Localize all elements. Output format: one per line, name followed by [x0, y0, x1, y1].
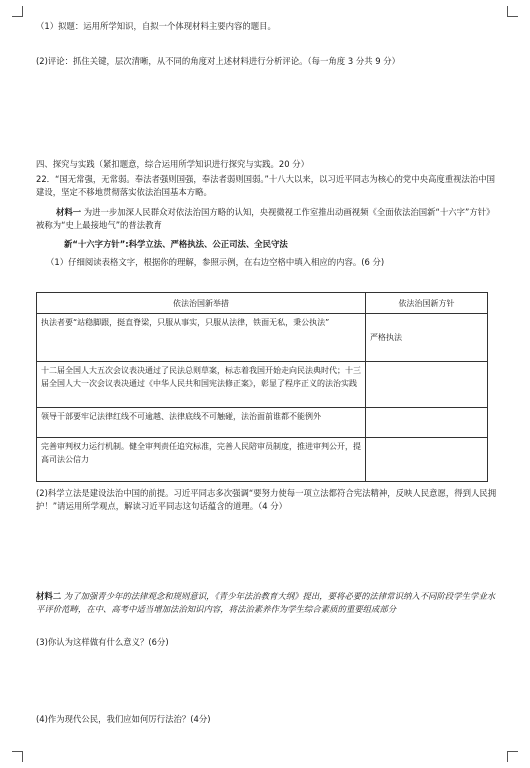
material-2-text: 为了加强青少年的法律观念和规则意识，《青少年法治教育大纲》提出，要将必要的法律常识纳入不同阶段学生学业水平评价范畴，在中、高考中适当增加法治知识内容，将法治素养作为学生综合素质的重要组成部分 — [36, 591, 496, 614]
table-row — [37, 408, 488, 438]
table-header-policy: 依法治国新方针 — [366, 293, 488, 314]
table-cell-measure: 领导干部要牢记法律红线不可逾越、法律底线不可触碰，法治面前谁都不能例外 — [37, 408, 366, 438]
table-cell-policy-blank[interactable] — [366, 362, 488, 408]
material-2-label: 材料二 — [36, 591, 62, 601]
table-row — [37, 362, 488, 408]
sub-question-3: (3)你认为这样做有什么意义？(6分) — [36, 637, 169, 647]
question-1-title: （1）拟题：运用所学知识，自拟一个体现材料主要内容的题目。 — [36, 21, 276, 31]
table-cell-policy-blank[interactable] — [366, 438, 488, 482]
table-cell-measure: 执法者要“站稳脚跟，挺直脊梁，只服从事实，只服从法律，铁面无私，秉公执法” — [37, 314, 366, 362]
table-cell-measure: 完善审判权力运行机制。健全审判责任追究标准，完善人民陪审员制度，推进审判公开，提高司法公信力 — [37, 438, 366, 482]
sub-question-1: （1）仔细阅读表格文字，根据你的理解，参照示例，在右边空格中填入相应的内容。(6 分) — [46, 257, 385, 267]
question-2-comment: (2)评论：抓住关键，层次清晰，从不同的角度对上述材料进行分析评论。（每一角度 3 分共 9 分） — [36, 56, 400, 66]
question-22-intro: 22．“国无常强，无常弱。奉法者强则国强，奉法者弱则国弱。”十八大以来，以习近平同志为核心的党中央高度重视法治中国建设，坚定不移地贯彻落实依法治国基本方略。 — [36, 174, 496, 197]
material-1-label: 材料一 — [56, 207, 82, 217]
measures-table — [36, 292, 488, 482]
crop-mark-top-left — [12, 6, 23, 17]
material-1-block — [36, 206, 498, 232]
section-4-heading: 四、探究与实践（紧扣题意，综合运用所学知识进行探究与实践。20 分） — [36, 159, 309, 169]
table-cell-policy: 严格执法 — [366, 314, 488, 362]
sub-question-4: (4)作为现代公民，我们应如何厉行法治？(4分) — [36, 714, 211, 724]
sub-question-2: (2)科学立法是建设法治中国的前提。习近平同志多次强调“要努力使每一项立法都符合宪法精神，反映人民意愿，得到人民拥护！”请运用所学观点，解读习近平同志这句话蕴含的道理。（4 分） — [36, 488, 497, 511]
crop-mark-bottom-right — [507, 751, 518, 762]
table-header-row — [37, 293, 488, 314]
material-2-block — [36, 590, 498, 616]
table-row — [37, 438, 488, 482]
crop-mark-top-right — [507, 6, 518, 17]
table-row — [37, 314, 488, 362]
table-cell-measure: 十二届全国人大五次会议表决通过了民法总则草案，标志着我国开始走向民法典时代；十三届全国人大一次会议表决通过《中华人民共和国宪法修正案》，彰显了程序正义的法治实践 — [37, 362, 366, 408]
crop-mark-bottom-left — [12, 751, 23, 762]
table-cell-policy-blank[interactable] — [366, 408, 488, 438]
table-header-measures: 依法治国新举措 — [37, 293, 366, 314]
sixteen-character-motto: 新“十六字方针”:科学立法、严格执法、公正司法、全民守法 — [64, 239, 288, 249]
material-1-text: 为进一步加深人民群众对依法治国方略的认知，央视微视工作室推出动画视频《全面依法治国新“十六字”方针》被称为“史上最接地气”的普法教育 — [36, 207, 495, 230]
